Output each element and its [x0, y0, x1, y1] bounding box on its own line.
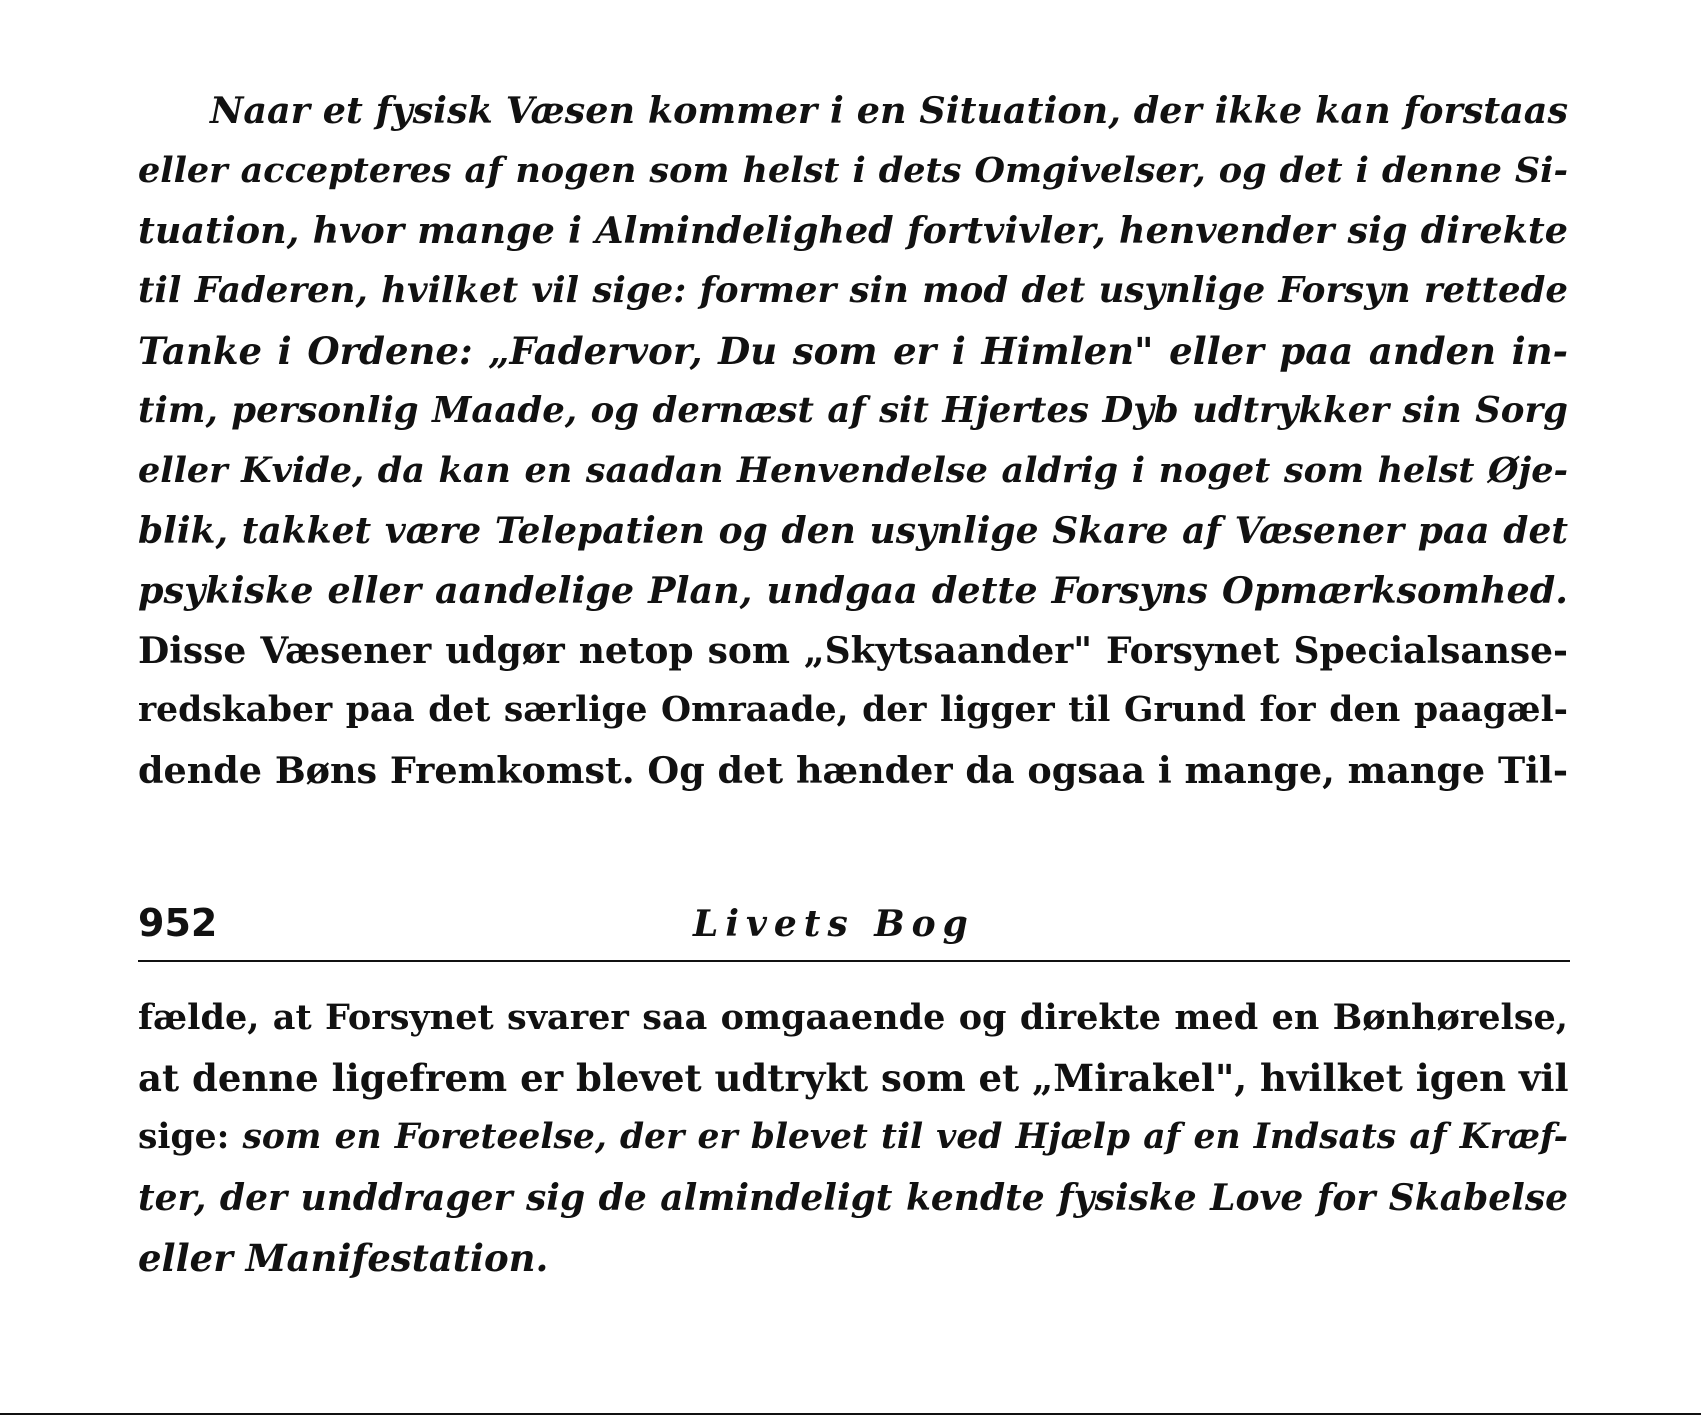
- text-line: tuation, hvor mange i Almindelighed fortvivler, henvender sig direkte: [138, 209, 1568, 252]
- text-italic-segment: som en Foreteelse, der er blevet til ved Hjælp af en Indsats af Kræf-: [242, 1117, 1568, 1157]
- text-line: eller Kvide, da kan en saadan Henvendelse aldrig i noget som helst Øje-: [138, 450, 1568, 491]
- text-line: psykiske eller aandelige Plan, undgaa dette Forsyns Opmærksomhed.: [138, 569, 1568, 612]
- text-line: til Faderen, hvilket vil sige: former sin mod det usynlige Forsyn rettede: [138, 270, 1568, 311]
- running-title: Livets Bog: [693, 903, 975, 945]
- text-line: eller accepteres af nogen som helst i dets Omgivelser, og det i denne Si-: [138, 150, 1568, 191]
- text-line: ter, der unddrager sig de almindeligt kendte fysiske Love for Skabelse: [138, 1177, 1568, 1219]
- scan-edge-rule: [0, 1413, 1701, 1415]
- text-line: blik, takket være Telepatien og den usynlige Skare af Væsener paa det: [138, 510, 1568, 552]
- page-number: 952: [138, 901, 218, 945]
- text-line: eller Manifestation.: [138, 1236, 549, 1280]
- text-line: [138, 1117, 1568, 1157]
- text-line: Tanke i Ordene: „Fadervor, Du som er i Himlen" eller paa anden in-: [138, 329, 1568, 373]
- text-roman-segment: sige:: [138, 1117, 243, 1157]
- text-line: fælde, at Forsynet svarer saa omgaaende og direkte med en Bønhørelse,: [138, 997, 1568, 1038]
- text-line: dende Bøns Fremkomst. Og det hænder da ogsaa i mange, mange Til-: [138, 749, 1568, 792]
- text-line: Disse Væsener udgør netop som „Skytsaander" Forsynet Specialsanse-: [138, 630, 1568, 672]
- text-line: tim, personlig Maade, og dernæst af sit Hjertes Dyb udtrykker sin Sorg: [138, 390, 1568, 431]
- text-line: at denne ligefrem er blevet udtrykt som et „Mirakel", hvilket igen vil: [138, 1056, 1569, 1100]
- text-line: redskaber paa det særlige Omraade, der ligger til Grund for den paagæl-: [138, 690, 1568, 730]
- header-rule: [138, 960, 1570, 962]
- text-line: Naar et fysisk Væsen kommer i en Situation, der ikke kan forstaas: [210, 89, 1568, 132]
